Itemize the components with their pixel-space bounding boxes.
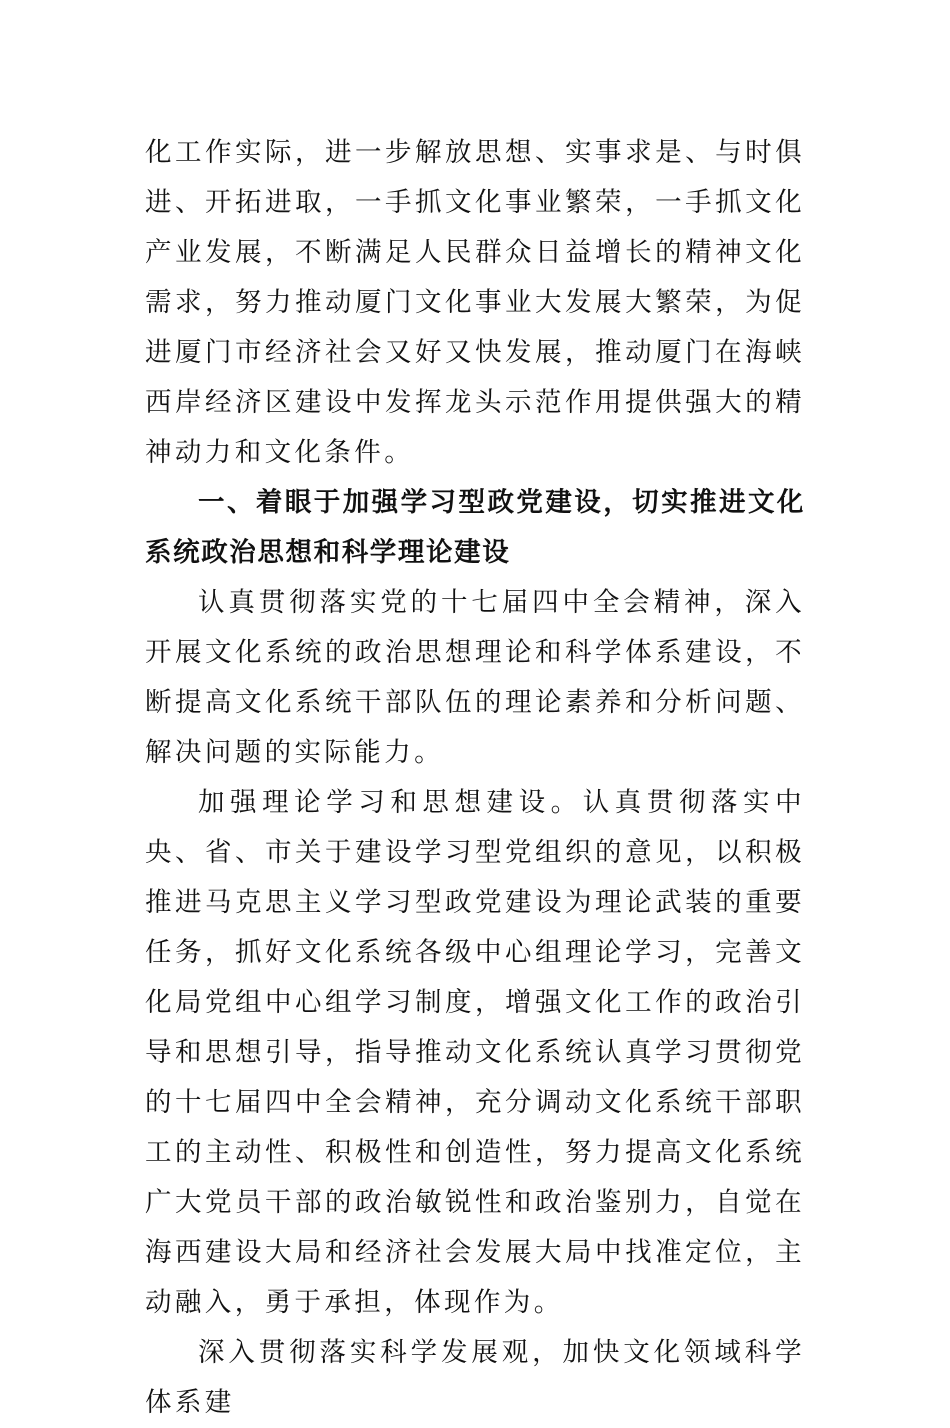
document-body: [145, 128, 805, 1428]
paragraph-scientific-development: 深入贯彻落实科学发展观，加快文化领域科学体系建: [145, 1337, 805, 1418]
paragraph-theory-study: 加强理论学习和思想建设。认真贯彻落实中央、省、市关于建设学习型党组织的意见，以积极推进马克思主义学习型政党建设为理论武装的重要任务，抓好文化系统各级中心组理论学习，完善文化局党组中心组学习制度，增强文化工作的政治引导和思想引导，指导推动文化系统认真学习贯彻党的十七届四中全会精神，充分调动文化系统干部职工的主动性、积极性和创造性，努力提高文化系统广大党员干部的政治敏锐性和政治鉴别力，自觉在海西建设大局和经济社会发展大局中找准定位，主动融入，勇于承担，体现作为。: [145, 787, 805, 1318]
paragraph-section-1-summary: 认真贯彻落实党的十七届四中全会精神，深入开展文化系统的政治思想理论和科学体系建设，不断提高文化系统干部队伍的理论素养和分析问题、解决问题的实际能力。: [145, 587, 805, 768]
paragraph-intro: 化工作实际，进一步解放思想、实事求是、与时俱进、开拓进取，一手抓文化事业繁荣，一手抓文化产业发展，不断满足人民群众日益增长的精神文化需求，努力推动厦门文化事业大发展大繁荣，为促进厦门市经济社会又好又快发展，推动厦门在海峡西岸经济区建设中发挥龙头示范作用提供强大的精神动力和文化条件。: [145, 137, 805, 468]
section-heading-1: 一、着眼于加强学习型政党建设，切实推进文化系统政治思想和科学理论建设: [145, 487, 805, 568]
